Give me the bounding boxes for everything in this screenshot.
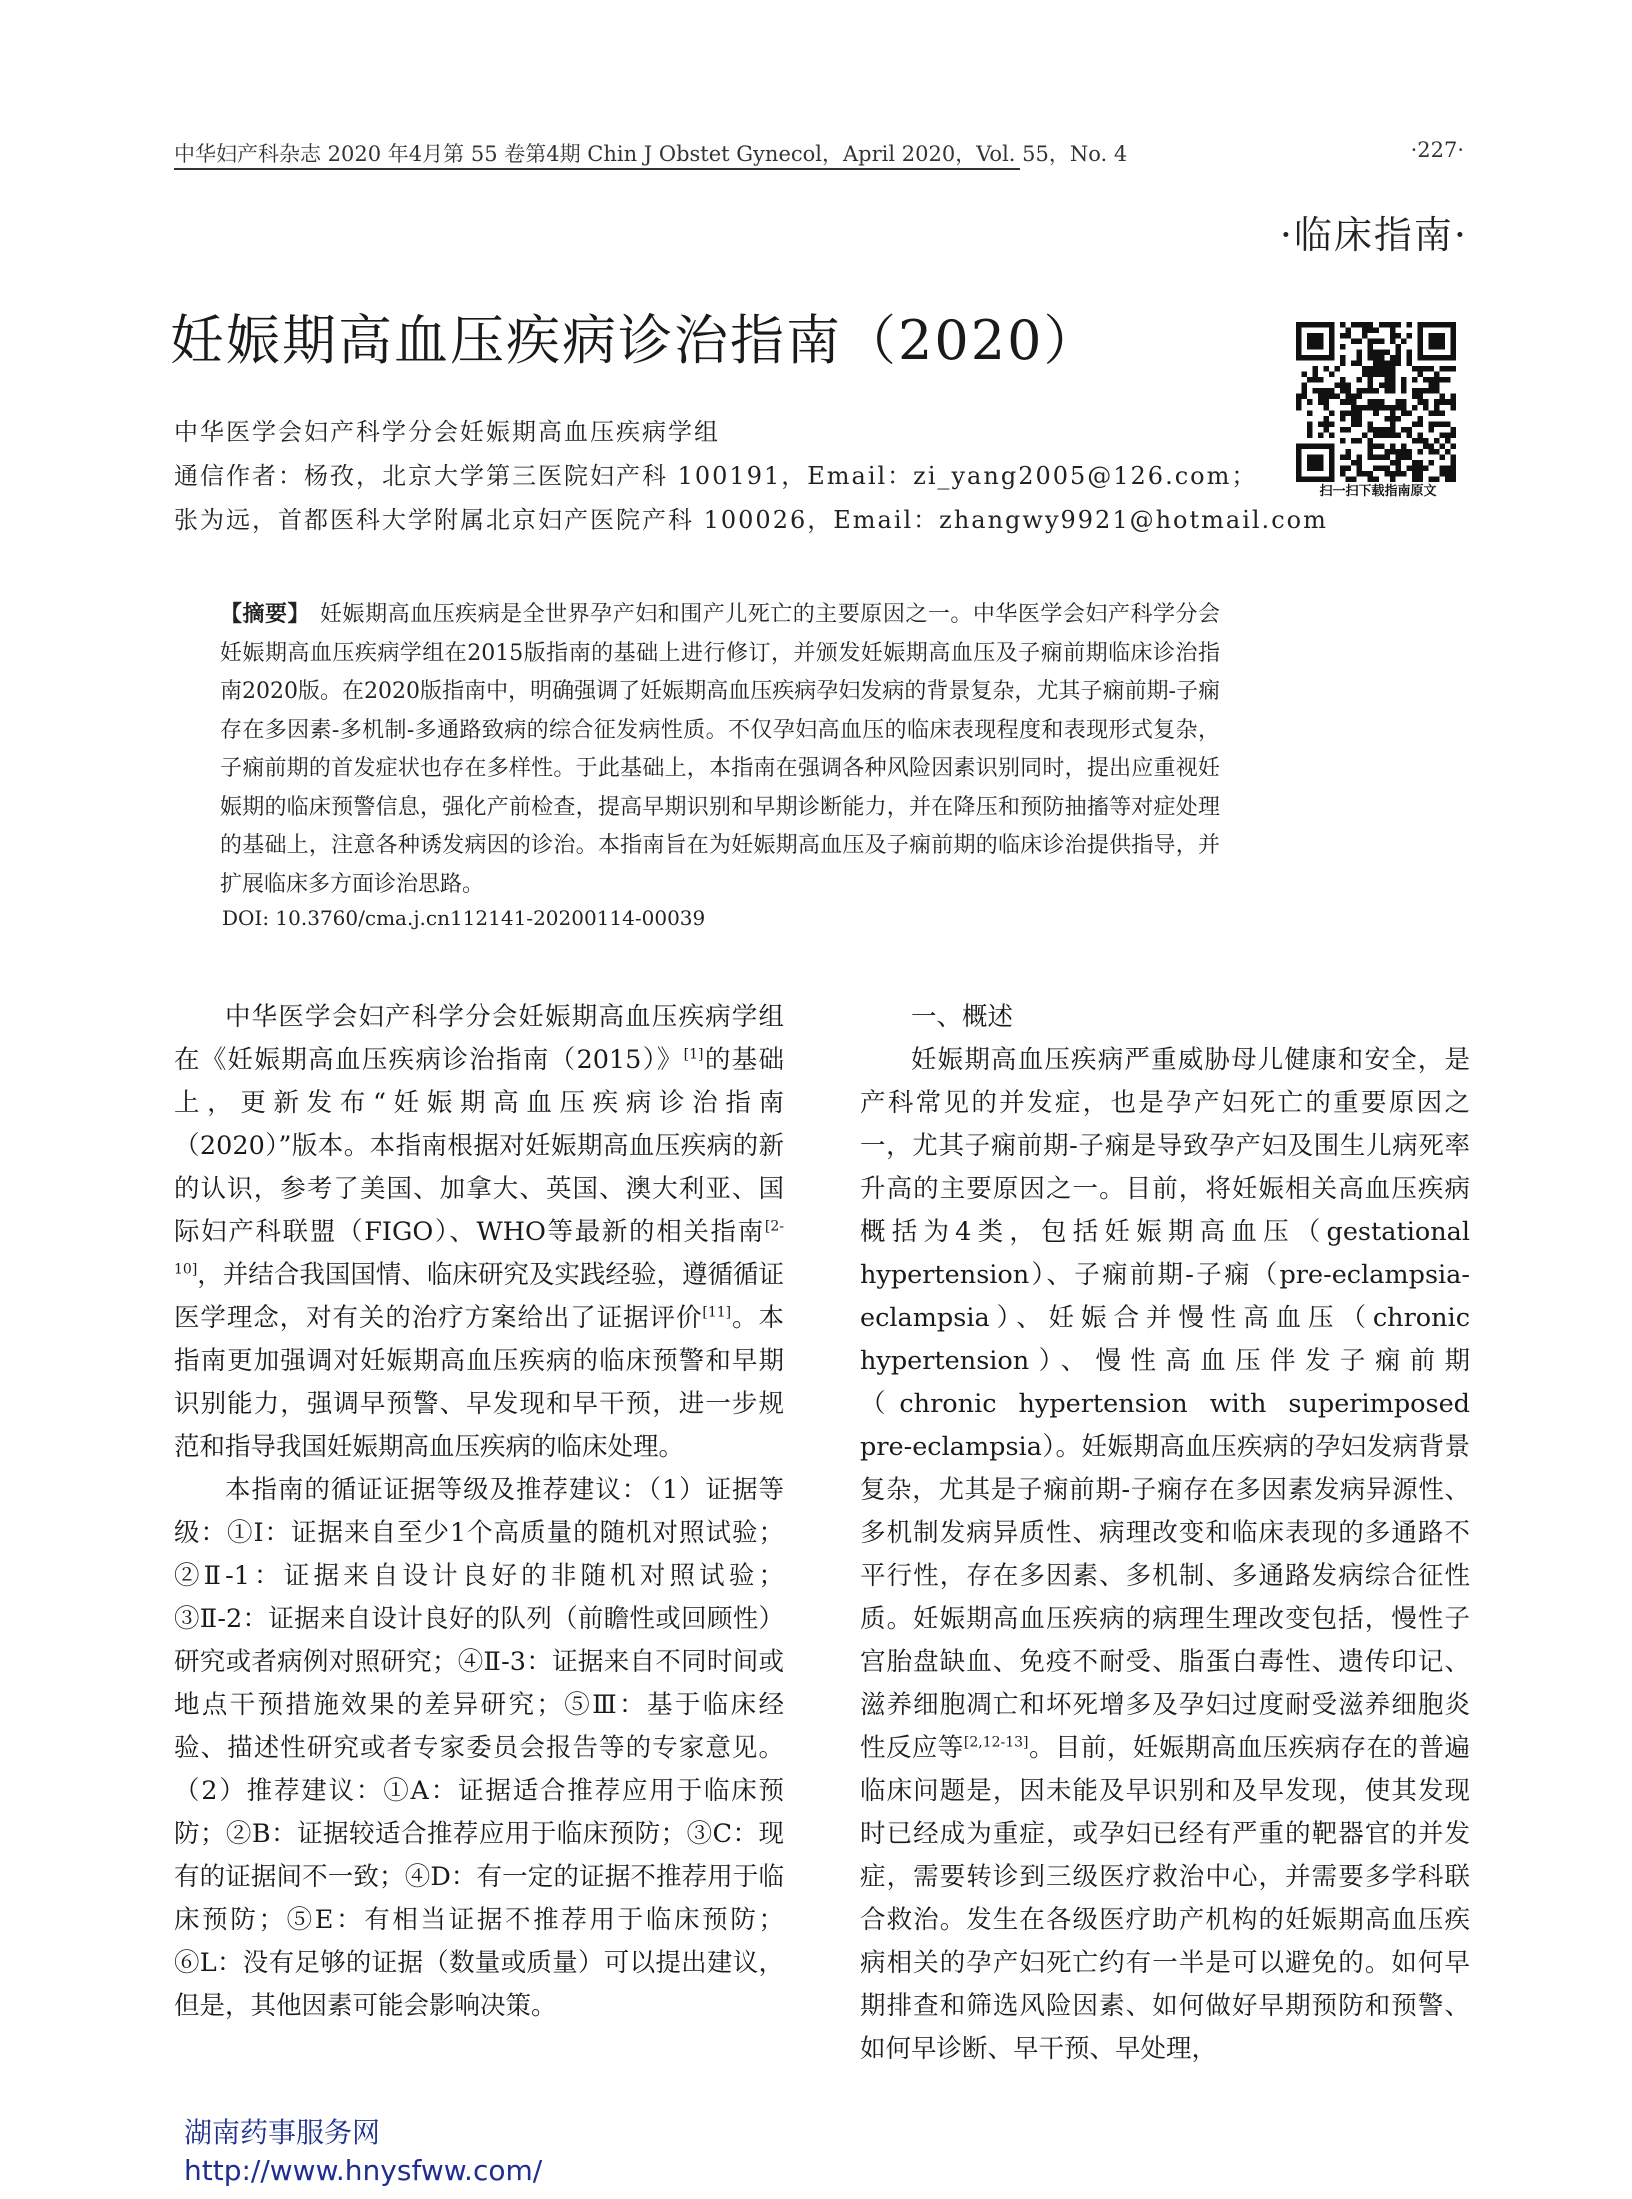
page-number: ·227· <box>1410 138 1464 162</box>
abstract-label: 【摘要】 <box>220 602 311 627</box>
header-rule <box>174 168 1020 170</box>
abstract <box>220 596 1220 904</box>
overview-text-a: 妊娠期高血压疾病严重威胁母儿健康和安全，是产科常见的并发症，也是孕产妇死亡的重要原因之一，尤其子痫前期-子痫是导致孕产妇及围生儿病死率升高的主要原因之一。目前，将妊娠相关高血压疾病概括为4类，包括妊娠期高血压（gestational hypertension）、子痫前期-子痫（pre-eclampsia-eclampsia）、妊娠合并慢性高血压（chronic hypertension）、慢性高血压伴发子痫前期（chronic hypertension with superimposed pre-eclampsia）。妊娠期高血压疾病的孕妇发病背景复杂，尤其是子痫前期-子痫存在多因素发病异源性、多机制发病异质性、病理改变和临床表现的多通路不平行性，存在多因素、多机制、多通路发病综合征性质。妊娠期高血压疾病的病理生理改变包括，慢性子宫胎盘缺血、免疫不耐受、脂蛋白毒性、遗传印记、滋养细胞凋亡和坏死增多及孕妇过度耐受滋养细胞炎性反应等 <box>860 1045 1470 1763</box>
watermark <box>184 2114 542 2190</box>
intro-text-a: 中华医学会妇产科学分会妊娠期高血压疾病学组在《妊娠期高血压疾病诊治指南（2015）》 <box>174 1002 784 1075</box>
corresponding-author-2: 张为远，首都医科大学附属北京妇产医院产科 100026，Email：zhangwy9921@hotmail.com <box>174 506 1328 534</box>
watermark-url[interactable]: http://www.hnysfww.com/ <box>184 2154 543 2187</box>
corresponding-author-1: 通信作者：杨孜，北京大学第三医院妇产科 100191，Email：zi_yang2005@126.com； <box>174 462 1258 490</box>
reference-citation[interactable]: [2,12-13] <box>963 1734 1029 1751</box>
article-title: 妊娠期高血压疾病诊治指南（2020） <box>170 309 1100 372</box>
body-column-right <box>860 996 1470 2071</box>
author-block <box>174 410 1328 542</box>
qr-caption: 扫一扫下载指南原文 <box>1319 484 1437 499</box>
intro-text-b: 的基础上，更新发布“妊娠期高血压疾病诊治指南（2020）”版本。本指南根据对妊娠期高血压疾病的新的认识，参考了美国、加拿大、英国、澳大利亚、国际妇产科联盟（FIGO）、WHO等最新的相关指南 <box>174 1045 784 1247</box>
evidence-levels-paragraph: 本指南的循证证据等级及推荐建议：（1）证据等级：①Ⅰ：证据来自至少1个高质量的随机对照试验；②Ⅱ-1：证据来自设计良好的非随机对照试验；③Ⅱ-2：证据来自设计良好的队列（前瞻性或回顾性）研究或者病例对照研究；④Ⅱ-3：证据来自不同时间或地点干预措施效果的差异研究；⑤Ⅲ：基于临床经验、描述性研究或者专家委员会报告等的专家意见。（2）推荐建议：①A：证据适合推荐应用于临床预防；②B：证据较适合推荐应用于临床预防；③C：现有的证据间不一致；④D：有一定的证据不推荐用于临床预防；⑤E：有相当证据不推荐用于临床预防；⑥L：没有足够的证据（数量或质量）可以提出建议，但是，其他因素可能会影响决策。 <box>174 1475 784 2021</box>
intro-text-c: ，并结合我国国情、临床研究及实践经验，遵循循证医学理念，对有关的治疗方案给出了证据评价 <box>174 1260 784 1333</box>
watermark-site-name: 湖南药事服务网 <box>184 2116 381 2149</box>
reference-citation[interactable]: [11] <box>702 1304 732 1321</box>
section-heading-overview: 一、概述 <box>911 1002 1014 1032</box>
section-label: ·临床指南· <box>1279 213 1468 257</box>
reference-citation[interactable]: [1] <box>683 1046 704 1063</box>
journal-citation: 中华妇产科杂志 2020 年4月第 55 卷第4期 Chin J Obstet Gynecol，April 2020，Vol. 55，No. 4 <box>174 142 1128 166</box>
reference-citation[interactable]: [2-10] <box>174 1218 784 1278</box>
body-column-left <box>174 996 784 2028</box>
intro-paragraph <box>174 996 784 1469</box>
author-group: 中华医学会妇产科学分会妊娠期高血压疾病学组 <box>174 418 720 446</box>
doi[interactable]: DOI: 10.3760/cma.j.cn112141-20200114-00039 <box>222 906 706 930</box>
overview-text-b: 。目前，妊娠期高血压疾病存在的普遍临床问题是，因未能及早识别和及早发现，使其发现时已经成为重症，或孕妇已经有严重的靶器官的并发症，需要转诊到三级医疗救治中心，并需要多学科联合救治。发生在各级医疗助产机构的妊娠期高血压疾病相关的孕产妇死亡约有一半是可以避免的。如何早期排查和筛选风险因素、如何做好早期预防和预警、如何早诊断、早干预、早处理， <box>860 1733 1470 2064</box>
overview-paragraph <box>860 1039 1470 2071</box>
intro-text-d: 。本指南更加强调对妊娠期高血压疾病的临床预警和早期识别能力，强调早预警、早发现和早干预，进一步规范和指导我国妊娠期高血压疾病的临床处理。 <box>174 1303 784 1462</box>
running-header <box>174 138 1464 168</box>
abstract-text: 妊娠期高血压疾病是全世界孕产妇和围产儿死亡的主要原因之一。中华医学会妇产科学分会妊娠期高血压疾病学组在2015版指南的基础上进行修订，并颁发妊娠期高血压及子痫前期临床诊治指南2020版。在2020版指南中，明确强调了妊娠期高血压疾病孕妇发病的背景复杂，尤其子痫前期-子痫存在多因素-多机制-多通路致病的综合征发病性质。不仅孕妇高血压的临床表现程度和表现形式复杂，子痫前期的首发症状也存在多样性。于此基础上，本指南在强调各种风险因素识别同时，提出应重视妊娠期的临床预警信息，强化产前检查，提高早期识别和早期诊断能力，并在降压和预防抽搐等对症处理的基础上，注意各种诱发病因的诊治。本指南旨在为妊娠期高血压及子痫前期的临床诊治提供指导，并扩展临床多方面诊治思路。 <box>220 602 1220 897</box>
qr-code-icon[interactable] <box>1296 322 1456 482</box>
